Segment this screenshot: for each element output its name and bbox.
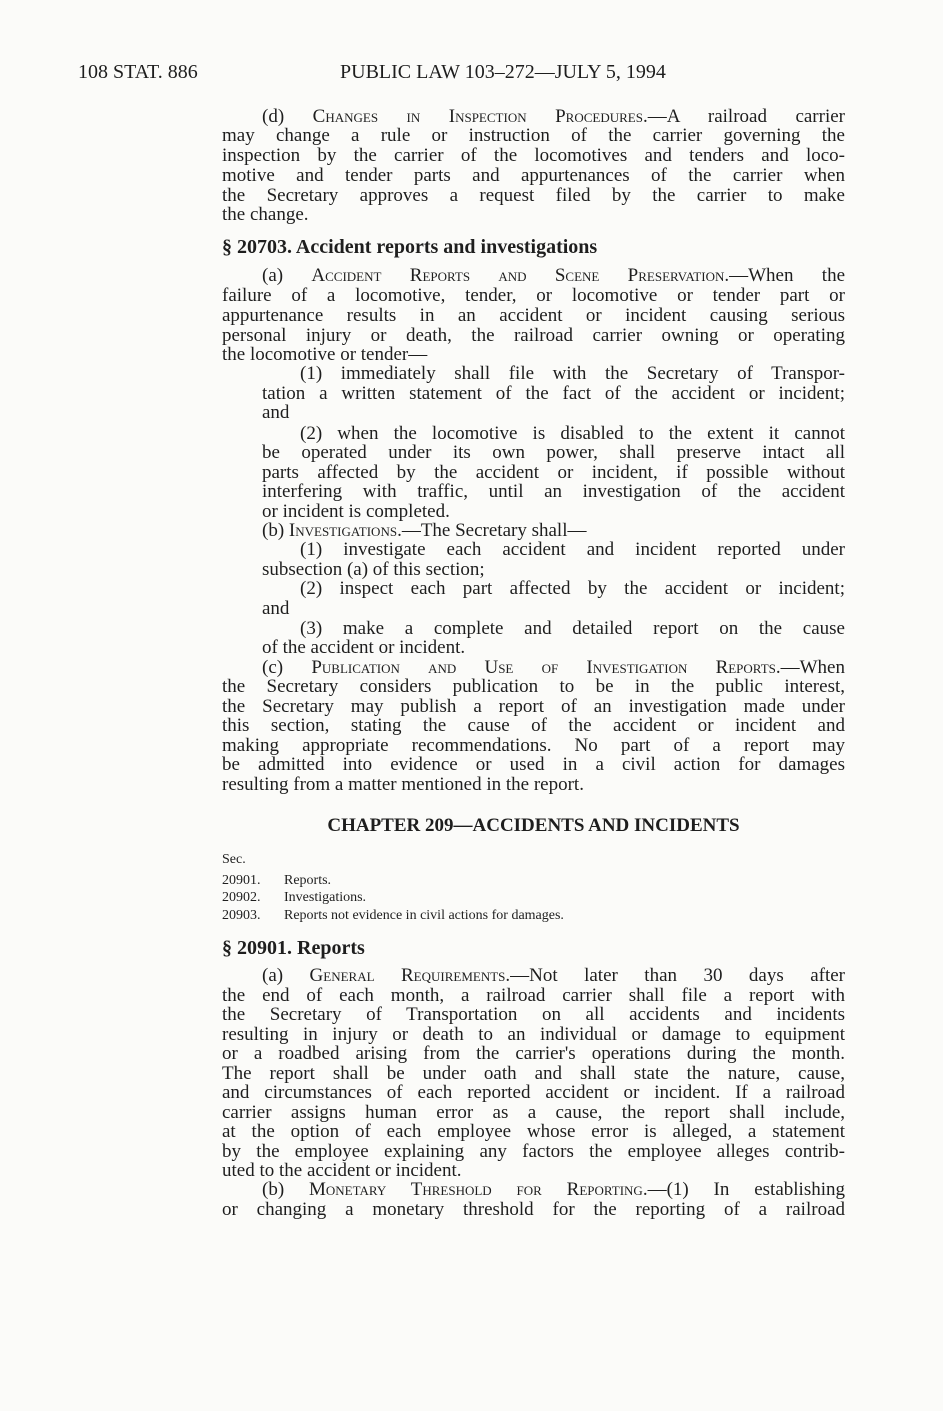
paragraph-1-line: (1) investigate each accident and incident reported under <box>300 539 845 560</box>
text-line: the Secretary considers publication to be in the public interest, <box>222 676 845 697</box>
text-line: interfering with traffic, until an investigation of the accident <box>262 481 845 502</box>
text-line: making appropriate recommendations. No part of a report may <box>222 735 845 756</box>
text-line: resulting in injury or death to an individual or damage to equipment <box>222 1024 845 1045</box>
text-line: The report shall be under oath and shall state the nature, cause, <box>222 1063 845 1084</box>
paragraph-3-line: (3) make a complete and detailed report on the cause <box>300 618 845 639</box>
text-line: appurtenance results in an accident or incident causing serious <box>222 305 845 326</box>
subsection-a-line: (a) Accident Reports and Scene Preservation.—When the <box>262 265 845 286</box>
text-line: at the option of each employee whose error is alleged, a statement <box>222 1121 845 1142</box>
text-line: parts affected by the accident or incident, if possible without <box>262 462 845 483</box>
toc-entry: 20903. Reports not evidence in civil actions for damages. <box>222 908 564 923</box>
text-line: may change a rule or instruction of the carrier governing the <box>222 125 845 146</box>
text-line: the Secretary approves a request filed by the carrier to make <box>222 185 845 206</box>
subsection-a-caption: Accident Reports and Scene Preservation <box>311 265 725 286</box>
text-line: subsection (a) of this section; <box>262 559 485 580</box>
toc-entry: 20902. Investigations. <box>222 890 367 905</box>
subsection-b-line: (b) Monetary Threshold for Reporting.—(1) In establishing <box>262 1179 845 1200</box>
text-line: carrier assigns human error as a cause, the report shall include, <box>222 1102 845 1123</box>
text-line: and circumstances of each reported accident or incident. If a railroad <box>222 1082 845 1103</box>
text-line: resulting from a matter mentioned in the report. <box>222 774 584 795</box>
section-heading-20703: § 20703. Accident reports and investigations <box>222 236 598 258</box>
subsection-d-caption: Changes in Inspection Procedures <box>312 106 643 127</box>
text-line: the Secretary of Transportation on all accidents and incidents <box>222 1004 845 1025</box>
text-line: uted to the accident or incident. <box>222 1160 462 1181</box>
text-line: the locomotive or tender— <box>222 344 428 365</box>
text-line: motive and tender parts and appurtenances of the carrier when <box>222 165 845 186</box>
paragraph-1-line: (1) immediately shall file with the Secretary of Transpor- <box>300 363 845 384</box>
text-line: the Secretary may publish a report of an investigation made under <box>222 696 845 717</box>
subsection-a-caption: General Requirements <box>309 965 506 986</box>
subsection-c-caption: Publication and Use of Investigation Reports <box>311 657 776 678</box>
subsection-a-line: (a) General Requirements.—Not later than 30 days after <box>262 965 845 986</box>
section-heading-20901: § 20901. Reports <box>222 937 365 959</box>
text-line: the end of each month, a railroad carrier shall file a report with <box>222 985 845 1006</box>
text-line: failure of a locomotive, tender, or locomotive or tender part or <box>222 285 845 306</box>
subsection-c-line: (c) Publication and Use of Investigation Reports.—When <box>262 657 845 678</box>
running-title: PUBLIC LAW 103–272—JULY 5, 1994 <box>340 61 666 83</box>
text-line: or a roadbed arising from the carrier's operations during the month. <box>222 1043 845 1064</box>
toc-entry: 20901. Reports. <box>222 873 332 888</box>
text-line: inspection by the carrier of the locomotives and tenders and loco- <box>222 145 845 166</box>
text-line: be admitted into evidence or used in a civil action for damages <box>222 754 845 775</box>
text-line: be operated under its own power, shall preserve intact all <box>262 442 845 463</box>
text-line: and <box>262 402 290 423</box>
text-line: or changing a monetary threshold for the reporting of a railroad <box>222 1199 845 1220</box>
paragraph-2-line: (2) inspect each part affected by the accident or incident; <box>300 578 845 599</box>
chapter-heading: CHAPTER 209—ACCIDENTS AND INCIDENTS <box>327 815 740 836</box>
subsection-d-line: (d) Changes in Inspection Procedures.—A railroad carrier <box>262 106 846 127</box>
text-line: personal injury or death, the railroad carrier owning or operating <box>222 325 845 346</box>
text-line: tation a written statement of the fact of the accident or incident; <box>262 383 845 404</box>
subsection-b-caption: Monetary Threshold for Reporting <box>309 1179 643 1200</box>
page-stat-number: 108 STAT. 886 <box>78 61 198 83</box>
text-line: this section, stating the cause of the accident or incident and <box>222 715 845 736</box>
text-line: of the accident or incident. <box>262 637 466 658</box>
text-line: the change. <box>222 204 309 225</box>
paragraph-2-line: (2) when the locomotive is disabled to the extent it cannot <box>300 423 845 444</box>
toc-sec-label: Sec. <box>222 852 246 867</box>
text-line: or incident is completed. <box>262 501 450 522</box>
text-line: by the employee explaining any factors the employee alleges contrib- <box>222 1141 845 1162</box>
subsection-b-line: (b) Investigations.—The Secretary shall— <box>262 520 587 541</box>
subsection-b-caption: Investigations <box>288 520 398 541</box>
text-line: and <box>262 598 290 619</box>
